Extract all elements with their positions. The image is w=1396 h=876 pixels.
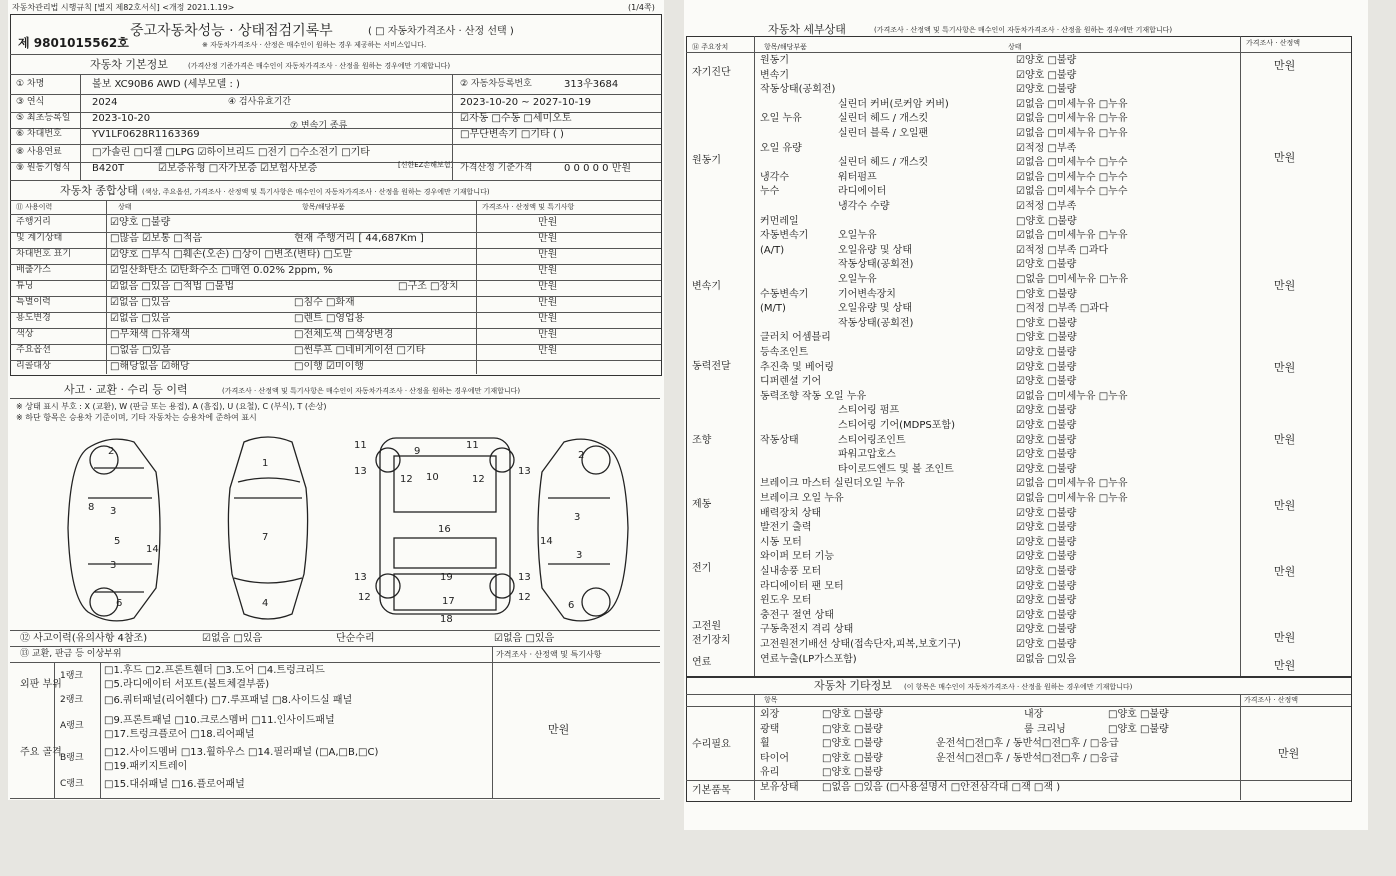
basic-label-2: ④ 검사유효기간 [228,97,292,107]
svg-text:14: 14 [540,536,553,547]
svg-text:3: 3 [574,512,581,523]
basic-value: 2024 [92,97,118,108]
basic-label: ⑨ 원동기형식 [16,163,71,173]
detail-state[interactable]: ☑적정 □부족 □과다 [1016,244,1109,256]
device-group-label: 동력전달 [692,361,731,372]
detail-state[interactable]: ☑양호 □불량 [1016,347,1077,358]
detail-part: 스티어링조인트 [838,434,906,446]
svg-text:13: 13 [518,466,531,477]
simple-repair-value[interactable]: ☑없음 □있음 [494,633,555,644]
exchange-price-head: 가격조사 · 산정액 및 특기사항 [496,650,602,659]
other-price: 만원 [1278,747,1300,760]
device-group-price: 만원 [1274,499,1296,512]
basic-value: YV1LF0628R1163369 [92,129,200,140]
overall-state[interactable]: ☑양호 □부식 □훼손(오손) □상이 □변조(변타) □도말 [110,249,353,260]
detail-part: 오일유량 및 상태 [838,303,912,315]
detail-part: 실린더 헤드 / 개스킷 [838,113,929,125]
svg-text:4: 4 [262,598,269,609]
basic-value-2[interactable]: □무단변속기 □기타 ( ) [460,129,564,140]
car-diagram [48,428,688,628]
detail-state[interactable]: ☑없음 □미세누유 □누유 [1016,98,1128,110]
form-subtitle: ※ 자동차가격조사 · 산정은 매수인이 원하는 경우 제공하는 서비스입니다. [202,41,427,49]
overall-detail[interactable]: □썬루프 □네비게이션 □기타 [294,345,426,356]
detail-item: 냉각수 [760,171,789,183]
rank-label: A랭크 [60,721,84,731]
basic-label-2: 가격산정 기준가격 [460,163,533,173]
basic-info-note: (가격산정 기준가격은 매수인이 자동차가격조사 · 산정을 원하는 경우에만 기재합니다) [188,62,451,70]
overall-state[interactable]: □없음 □있음 [110,345,171,356]
detail-state[interactable]: ☑없음 □미세누유 □누유 [1016,128,1128,139]
device-group-price: 만원 [1274,659,1296,672]
detail-state[interactable]: ☑양호 □불량 [1016,376,1077,388]
outer-panel-label: 외판 부위 [20,679,62,690]
basic-info-heading: 자동차 기본정보 [90,58,168,71]
overall-state[interactable]: ☑없음 □있음 □적법 □불법 [110,281,235,292]
overall-price: 만원 [538,265,558,276]
detail-heading: 자동차 세부상태 [768,23,846,36]
detail-item: 충전구 절연 상태 [760,609,834,621]
rank-items[interactable]: □5.라디에이터 서포트(볼트체결부품) [104,679,270,690]
detail-part: 냉각수 수량 [838,201,890,212]
other-state[interactable]: □양호 □불량 [822,723,883,735]
device-group-label: 전기장치 [692,635,731,646]
other-state[interactable]: □양호 □불량 [822,709,883,720]
detail-state[interactable]: ☑양호 □불량 [1016,259,1077,271]
device-group-label: 고전원 [692,621,721,632]
other-col-price: 가격조사 · 산정액 [1244,696,1299,704]
device-group-label: 조향 [692,435,712,446]
detail-state[interactable]: ☑없음 □미세누유 □누유 [1016,478,1128,490]
overall-state[interactable]: ☑없음 □있음 [110,313,171,324]
simple-repair-label: 단순수리 [336,633,375,644]
overall-label: 차대번호 표기 [16,249,72,259]
overall-detail: 현재 주행거리 [ 44,687Km ] [294,233,424,244]
detail-item: 자동변속기 [760,230,809,242]
overall-state[interactable]: ☑일산화탄소 ☑탄화수소 □매연 0.02% 2ppm, % [110,265,333,276]
detail-item: 누수 [760,186,780,198]
detail-state[interactable]: ☑양호 □불량 [1016,463,1077,475]
detail-item: 브레이크 마스터 실린더오일 누유 [760,478,905,490]
overall-label: 용도변경 [16,313,51,323]
detail-item: 클러치 어셈블리 [760,332,831,344]
basic-label: ⑧ 사용연료 [16,147,62,157]
detail-item: 실내송풍 모터 [760,566,822,577]
basic-label-2: ⑦ 변속기 종류 [290,121,348,131]
rank-label: 2랭크 [60,695,84,705]
detail-col-device: ⑭ 주요장치 [692,43,729,51]
other-item-2[interactable]: 운전석□전□후 / 동반석□전□후 / □응급 [936,738,1119,749]
accident-history-label: ⑫ 사고이력(유의사항 4참조) [20,633,148,644]
detail-state[interactable]: ☑양호 □불량 [1016,449,1077,461]
other-item-2[interactable]: 운전석□전□후 / 동반석□전□후 / □응급 [936,752,1119,764]
overall-price: 만원 [538,345,558,356]
detail-item: 디퍼렌셜 기어 [760,376,822,388]
device-group-label: 원동기 [692,155,721,166]
overall-label: 주행거리 [16,217,51,227]
overall-label: 리콜대상 [16,361,51,371]
basic-value[interactable]: B420T [92,163,125,174]
svg-text:18: 18 [440,614,453,625]
detail-note: (가격조사 · 산정액 및 특기사항은 매수인이 자동차가격조사 · 산정을 원하는 경우에만 기재합니다) [874,26,1173,34]
device-group-price: 만원 [1274,59,1296,72]
device-group-price: 만원 [1274,433,1296,446]
detail-state[interactable]: ☑적정 □부족 [1016,201,1077,212]
basic-value-2[interactable]: 0 0 0 0 0 만원 [564,163,632,174]
detail-state[interactable]: ☑양호 □불량 [1016,434,1077,446]
detail-item: 배력장치 상태 [760,507,822,519]
other-state-2[interactable]: □양호 □불량 [1108,709,1169,720]
svg-text:11: 11 [466,440,479,451]
detail-item: 원동기 [760,55,789,66]
detail-part: 오일누유 [838,230,877,242]
svg-text:12: 12 [472,474,485,485]
detail-item: 등속조인트 [760,347,809,358]
overall-detail[interactable]: □전체도색 □색상변경 [294,329,394,340]
form-header-law: 자동차관리법 시행규칙 [별지 제82호서식] <개정 2021.1.19> [12,3,235,12]
other-item: 유리 [760,767,780,778]
rank-label: 1랭크 [60,671,84,681]
detail-part: 파워고압호스 [838,449,896,461]
device-group-label: 제동 [692,499,712,510]
overall-label: 및 계기상태 [16,233,63,243]
detail-state[interactable]: ☑양호 □불량 [1016,420,1077,431]
other-item: 휠 [760,738,770,749]
other-state-2[interactable]: □양호 □불량 [1108,723,1169,735]
detail-state[interactable]: □양호 □불량 [1016,215,1077,227]
overall-label: 배출가스 [16,265,51,275]
other-item: 타이어 [760,752,789,764]
overall-state[interactable]: □해당없음 ☑해당 [110,361,190,372]
overall-detail[interactable]: □이행 ☑미이행 [294,361,364,372]
overall-detail[interactable]: □침수 □화재 [294,297,355,308]
basic-label: ③ 연식 [16,97,45,107]
basic-value: 볼보 XC90B6 AWD (세부모델 : ) [92,79,240,90]
rank-items[interactable]: □15.대쉬패널 □16.플로어패널 [104,779,245,790]
detail-state[interactable]: ☑양호 □불량 [1016,55,1077,66]
detail-state[interactable]: ☑양호 □불량 [1016,361,1077,373]
other-heading: 자동차 기타정보 [814,679,892,692]
rank-label: B랭크 [60,753,84,763]
overall-state[interactable]: □무채색 □유채색 [110,329,191,340]
overall-note: (색상, 주요옵션, 가격조사 · 산정액 및 특기사항은 매수인이 자동차가격조사 · 산정을 원하는 경우에만 기재합니다) [142,188,490,196]
detail-state[interactable]: ☑없음 □미세누유 □누유 [1016,113,1128,125]
detail-item: (A/T) [760,244,785,256]
other-item: 광택 [760,723,780,735]
detail-item: 오일 누유 [760,113,802,125]
device-group-label: 변속기 [692,281,721,292]
overall-price: 만원 [538,281,558,292]
svg-text:13: 13 [518,572,531,583]
detail-state[interactable]: ☑양호 □불량 [1016,536,1077,548]
detail-state[interactable]: ☑양호 □불량 [1016,522,1077,534]
rank-items[interactable]: □1.후드 □2.프론트휀더 □3.도어 □4.트렁크리드 [104,665,325,676]
svg-text:5: 5 [114,536,121,547]
basic-value: 2023-10-20 [92,113,151,124]
detail-item: 브레이크 오일 누유 [760,493,844,504]
detail-part: 워터펌프 [838,171,877,183]
detail-item: 커먼레일 [760,215,799,227]
rank-items[interactable]: □12.사이드멤버 □13.휠하우스 □14.필러패널 (□A,□B,□C) [104,747,379,758]
form-number: 제 9801015562호 [18,36,129,50]
left-page [8,0,664,800]
svg-text:13: 13 [354,466,367,477]
overall-price: 만원 [538,313,558,324]
overall-state[interactable]: □많음 ☑보통 □적음 [110,233,203,244]
svg-text:2: 2 [108,446,115,457]
accident-heading: 사고 · 교환 · 수리 등 이력 [64,383,188,396]
other-item-2: 룸 크리닝 [1024,723,1066,735]
device-group-price: 만원 [1274,279,1296,292]
right-page [684,0,1368,830]
svg-text:12: 12 [358,592,371,603]
detail-state[interactable]: ☑없음 □있음 [1016,653,1077,665]
detail-part: 타이로드엔드 및 볼 조인트 [838,463,954,475]
overall-col-item: 항목/해당부품 [302,203,345,211]
detail-state[interactable]: ☑없음 □미세누수 □누수 [1016,157,1128,169]
detail-state[interactable]: ☑양호 □불량 [1016,69,1077,81]
detail-part: 작동상태(공회전) [838,259,914,271]
detail-part: 실린더 커버(로커암 커버) [838,98,949,110]
detail-item: 변속기 [760,69,789,81]
exchange-label: ⑬ 교환, 판금 등 이상부위 [20,649,122,659]
rank-items[interactable]: □9.프론트패널 □10.크로스멤버 □11.인사이드패널 [104,715,335,726]
device-group-price: 만원 [1274,565,1296,578]
detail-part: 기어변속장치 [838,288,896,300]
detail-state[interactable]: ☑양호 □불량 [1016,624,1077,636]
detail-item: 추진축 및 베어링 [760,361,834,373]
rank-label: C랭크 [60,779,84,789]
basic-value-2[interactable]: ☑자동 □수동 □세미오토 [460,113,572,124]
warranty-insurer: [신한EZ손해보험] [398,161,454,169]
detail-state[interactable]: □적정 □부족 □과다 [1016,303,1109,315]
svg-text:13: 13 [354,572,367,583]
accident-note: (가격조사 · 산정액 및 특기사항은 매수인이 자동차가격조사 · 산정을 원하는 경우에만 기재합니다) [222,387,521,395]
overall-label: 튜닝 [16,281,34,291]
overall-price: 만원 [538,329,558,340]
overall-state[interactable]: ☑없음 □있음 [110,297,171,308]
other-col-item: 항목 [764,696,778,704]
detail-item: 윈도우 모터 [760,595,812,607]
basic-items-label: 기본품목 [692,785,731,796]
other-item: 보유상태 [760,781,799,793]
svg-text:3: 3 [576,550,583,561]
overall-detail[interactable]: □렌트 □영업용 [294,313,365,324]
overall-price: 만원 [538,217,558,228]
detail-state[interactable]: ☑양호 □불량 [1016,639,1077,650]
other-item-2: 내장 [1024,709,1044,720]
svg-text:8: 8 [88,502,95,513]
detail-state[interactable]: ☑양호 □불량 [1016,580,1077,592]
detail-state[interactable]: ☑적정 □부족 [1016,142,1077,154]
overall-label: 색상 [16,329,34,339]
detail-state[interactable]: ☑양호 □불량 [1016,609,1077,621]
svg-text:3: 3 [110,506,117,517]
detail-state[interactable]: ☑없음 □미세누유 □누유 [1016,493,1128,504]
page-number: (1/4쪽) [628,3,655,12]
detail-col-item: 항목/해당부품 [764,43,807,51]
basic-label: ⑤ 최초등록일 [16,113,71,123]
detail-state[interactable]: ☑양호 □불량 [1016,595,1077,607]
detail-item: 와이퍼 모터 기능 [760,551,834,563]
svg-text:9: 9 [414,446,421,457]
svg-text:19: 19 [440,572,453,583]
detail-part: 오일유량 및 상태 [838,244,912,256]
detail-part: 실린더 헤드 / 개스킷 [838,157,929,169]
detail-col-state: 상태 [1008,43,1022,51]
detail-item: 수동변속기 [760,288,809,300]
detail-state[interactable]: ☑없음 □미세누유 □누유 [1016,390,1128,402]
device-group-price: 만원 [1274,631,1296,644]
detail-item: 라디에이터 팬 모터 [760,580,844,592]
detail-state[interactable]: □양호 □불량 [1016,288,1077,300]
overall-price: 만원 [538,233,558,244]
svg-text:12: 12 [518,592,531,603]
main-frame-label: 주요 골격 [20,747,62,758]
repair-needed-label: 수리필요 [692,739,731,750]
svg-text:10: 10 [426,472,439,483]
svg-text:11: 11 [354,440,367,451]
detail-item: (M/T) [760,303,786,315]
rank-items[interactable]: □19.패키지트레이 [104,761,188,772]
svg-text:17: 17 [442,596,455,607]
overall-detail[interactable]: □구조 □장치 [398,281,459,292]
detail-col-price: 가격조사 · 산정액 [1246,39,1301,47]
accident-history-value[interactable]: ☑없음 □있음 [202,633,263,644]
svg-text:6: 6 [116,598,123,609]
rank-items[interactable]: □6.쿼터패널(리어휀다) □7.루프패널 □8.사이드실 패널 [104,695,353,706]
other-state[interactable]: □양호 □불량 [822,752,883,764]
detail-part: 스티어링 기어(MDPS포함) [838,420,955,431]
overall-heading: 자동차 종합상태 [60,184,138,197]
detail-item: 오일 유량 [760,142,802,154]
detail-item: 작동상태 [760,434,799,446]
detail-state[interactable]: ☑없음 □미세누수 □누수 [1016,186,1128,198]
detail-part: 작동상태(공회전) [838,317,914,329]
svg-text:7: 7 [262,532,269,543]
overall-col-history: ⑪ 사용이력 [16,203,53,211]
device-group-label: 전기 [692,563,712,574]
warranty-type[interactable]: ☑보증유형 □자가보증 ☑보험사보증 [158,163,318,174]
other-state[interactable]: □없음 □있음 (□사용설명서 □안전삼각대 □잭 □잭 ) [822,781,1061,793]
detail-item: 구동축전지 격리 상태 [760,624,854,636]
detail-state[interactable]: □양호 □불량 [1016,332,1077,344]
detail-part: 오일누유 [838,274,877,285]
detail-state[interactable]: ☑양호 □불량 [1016,566,1077,577]
overall-price: 만원 [538,297,558,308]
detail-state[interactable]: ☑양호 □불량 [1016,405,1077,417]
basic-value-2: 313우3684 [564,79,619,90]
detail-item: 작동상태(공회전) [760,84,836,96]
device-group-label: 연료 [692,657,712,668]
detail-state[interactable]: ☑없음 □미세누유 □누유 [1016,230,1128,242]
other-state[interactable]: □양호 □불량 [822,738,883,749]
overall-col-price: 가격조사 · 산정액 및 특기사항 [482,203,575,211]
svg-text:3: 3 [110,560,117,571]
device-group-price: 만원 [1274,361,1296,374]
basic-label: ① 차명 [16,79,45,89]
detail-state[interactable]: ☑양호 □불량 [1016,507,1077,519]
other-item: 외장 [760,709,780,720]
basic-label-2: ② 자동차등록번호 [460,79,532,89]
detail-item: 고전원전기배선 상태(접속단자,피복,보호기구) [760,639,961,650]
svg-text:2: 2 [578,450,585,461]
diagram-basis-note: ※ 하단 항목은 승용차 기준이며, 기타 자동차는 승용차에 준하여 표시 [16,413,257,422]
svg-text:16: 16 [438,524,451,535]
svg-text:14: 14 [146,544,159,555]
overall-label: 특별이력 [16,297,51,307]
detail-state[interactable]: ☑양호 □불량 [1016,551,1077,563]
detail-part: 실린더 블록 / 오일팬 [838,128,929,139]
exchange-price: 만원 [548,723,570,736]
basic-value[interactable]: □가솔린 □디젤 □LPG ☑하이브리드 □전기 □수소전기 □기타 [92,147,370,158]
detail-state[interactable]: □없음 □미세누유 □누유 [1016,274,1128,285]
overall-price: 만원 [538,249,558,260]
status-symbol-legend: ※ 상태 표시 부호 : X (교환), W (판금 또는 용접), A (흠집), U (요철), C (부식), T (손상) [16,402,327,411]
basic-value-2: 2023-10-20 ~ 2027-10-19 [460,97,591,108]
detail-part: 라디에이터 [838,186,887,198]
basic-label: ⑥ 차대번호 [16,129,62,139]
svg-text:1: 1 [262,458,269,469]
device-group-label: 자기진단 [692,67,731,78]
detail-state[interactable]: ☑없음 □미세누수 □누수 [1016,171,1128,183]
svg-text:6: 6 [568,600,575,611]
detail-part: 스티어링 펌프 [838,405,900,417]
detail-item: 동력조향 작동 오일 누유 [760,390,867,402]
detail-state[interactable]: ☑양호 □불량 [1016,84,1077,96]
overall-label: 주요옵션 [16,345,51,355]
other-state[interactable]: □양호 □불량 [822,767,883,778]
overall-col-state: 상태 [118,203,132,211]
price-survey-option[interactable]: ( □ 자동차가격조사 · 산정 선택 ) [368,26,514,37]
detail-item: 연료누출(LP가스포함) [760,653,857,665]
overall-state[interactable]: ☑양호 □불량 [110,217,171,228]
form-title: 중고자동차성능 · 상태점검기록부 [130,23,333,39]
detail-item: 시동 모터 [760,536,802,548]
other-note: (이 항목은 매수인이 자동차가격조사 · 산정을 원하는 경우에만 기재합니다) [904,683,1133,691]
detail-item: 발전기 출력 [760,522,812,534]
device-group-price: 만원 [1274,151,1296,164]
rank-items[interactable]: □17.트렁크플로어 □18.리어패널 [104,729,255,740]
detail-state[interactable]: □양호 □불량 [1016,317,1077,329]
svg-text:12: 12 [400,474,413,485]
